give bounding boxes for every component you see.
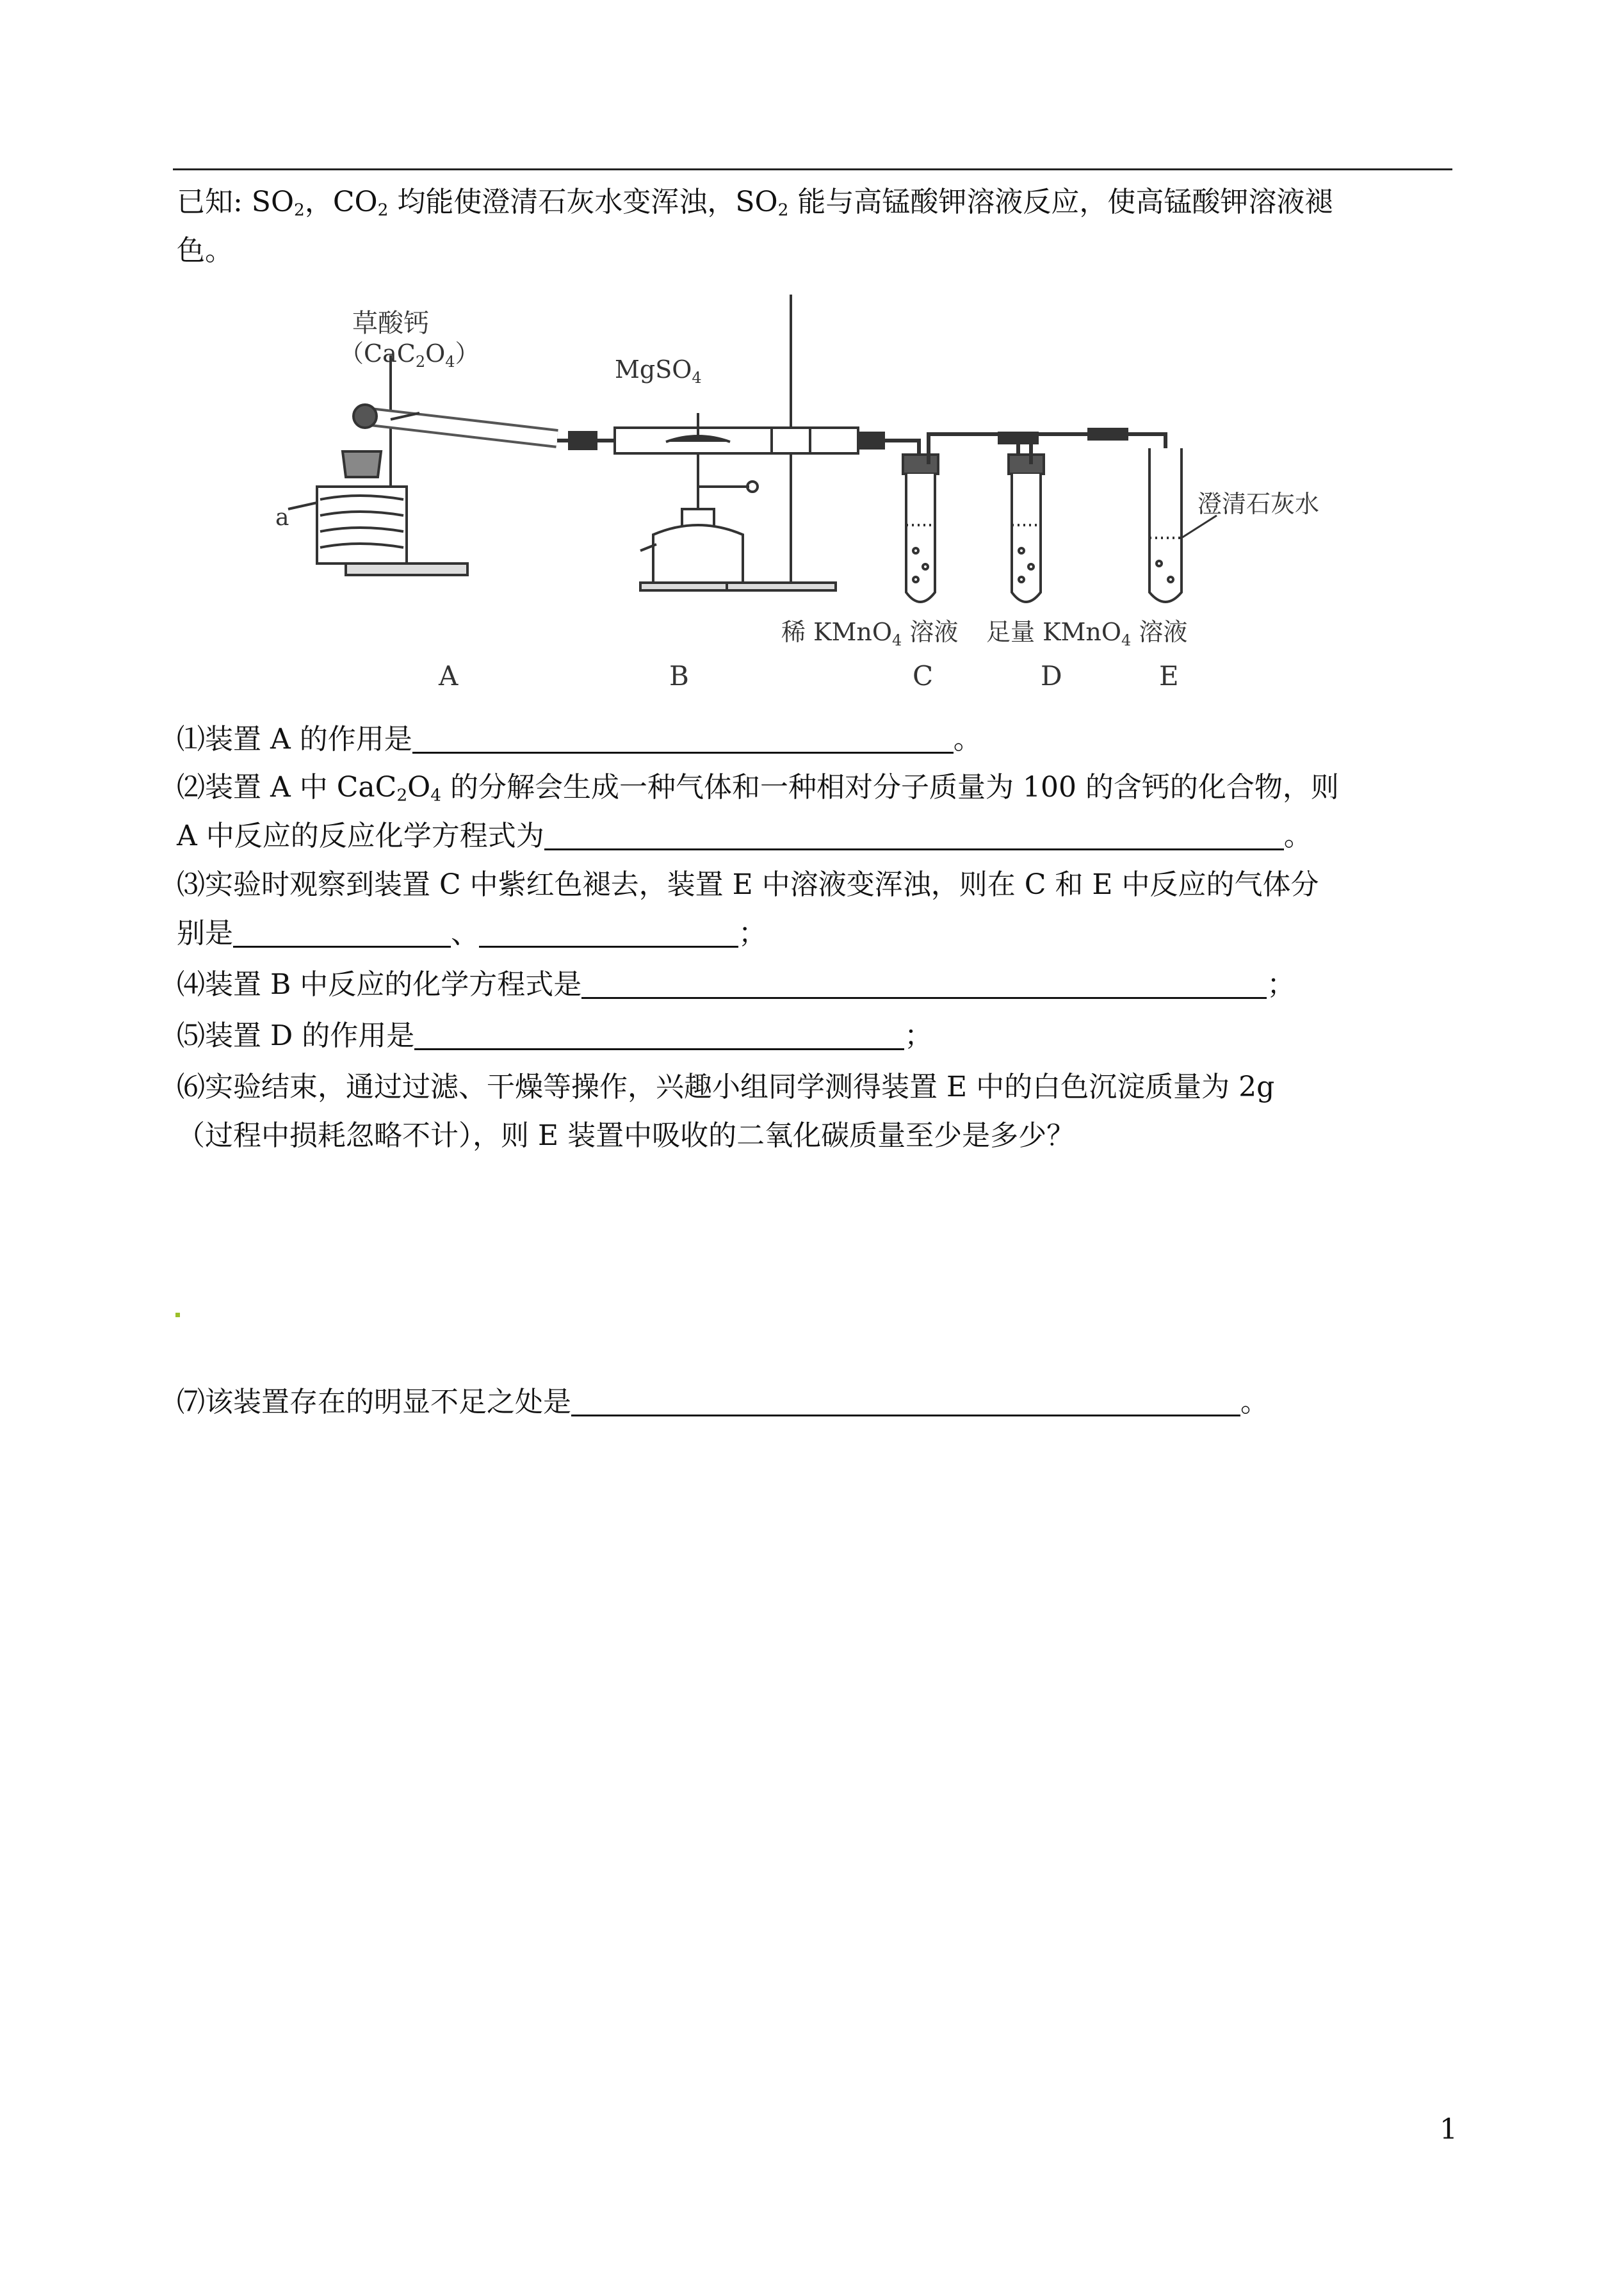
answer-blank-2[interactable]: [544, 823, 1284, 850]
letter-d: D: [1041, 660, 1062, 692]
label-calcium-oxalate-formula: $(CaC_2O_4)$: [339, 339, 480, 371]
question-4: ⑷装置 B 中反应的化学方程式是 ；: [177, 968, 1295, 1001]
label-excess-kmno4: 足量 KMnO$_4$ 溶液: [986, 618, 1188, 649]
label-limewater: 澄清石灰水: [1198, 490, 1320, 518]
label-dilute-kmno4: 稀 KMnO$_4$ 溶液: [781, 618, 959, 649]
question-1: ⑴装置 A 的作用是 。: [177, 723, 982, 756]
apparatus-figure: [256, 282, 1409, 698]
known-info-line-1: 已知: $SO_2$，$CO_2$ 均能使澄清石灰水变浑浊，$SO_2$ 能与高锰酸钾溶液反应，使高锰酸钾溶液褪: [177, 186, 1333, 220]
question-7: ⑺该装置存在的明显不足之处是 。: [177, 1386, 1269, 1418]
answer-blank-4[interactable]: [581, 971, 1267, 999]
answer-blank-7[interactable]: [571, 1389, 1240, 1416]
known-info-line-2: 色。: [177, 234, 233, 267]
apparatus-b: [615, 295, 884, 590]
answer-blank-1[interactable]: [412, 726, 954, 754]
page-number: 1: [1440, 2113, 1458, 2146]
label-a-lowercase: a: [275, 505, 289, 531]
tube-a-b: [557, 433, 615, 448]
header-rule: [173, 168, 1452, 170]
question-3-line-1: ⑶实验时观察到装置 C 中紫红色褪去，装置 E 中溶液变浑浊，则在 C 和 E 中反应的气体分: [177, 868, 1319, 901]
letter-c: C: [913, 660, 934, 692]
question-5: ⑸装置 D 的作用是 ；: [177, 1019, 933, 1052]
answer-blank-3a[interactable]: [233, 920, 451, 948]
apparatus-a: [288, 355, 557, 575]
answer-blank-3b[interactable]: [479, 920, 738, 948]
question-2-line-2: A 中反应的反应化学方程式为 。: [177, 820, 1312, 852]
letter-e: E: [1159, 660, 1179, 692]
question-2-line-1: ⑵装置 A 中 $CaC_2O_4$ 的分解会生成一种气体和一种相对分子质量为 100 的含钙的化合物，则: [177, 771, 1339, 806]
letter-b: B: [669, 660, 689, 692]
apparatus-e: [1149, 448, 1217, 602]
question-6-line-2: （过程中损耗忽略不计），则 E 装置中吸收的二氧化碳质量至少是多少？: [177, 1119, 1075, 1152]
question-3-line-2: 别是 、 ；: [177, 917, 767, 950]
question-6-line-1: ⑹实验结束，通过过滤、干燥等操作，兴趣小组同学测得装置 E 中的白色沉淀质量为 2g: [177, 1071, 1275, 1103]
stray-mark: [175, 1313, 180, 1317]
letter-a: A: [439, 660, 459, 692]
apparatus-d: [1009, 429, 1165, 602]
label-mgso4: MgSO$_4$: [615, 355, 702, 387]
label-calcium-oxalate: 草酸钙: [352, 309, 429, 338]
answer-blank-5[interactable]: [414, 1023, 904, 1050]
